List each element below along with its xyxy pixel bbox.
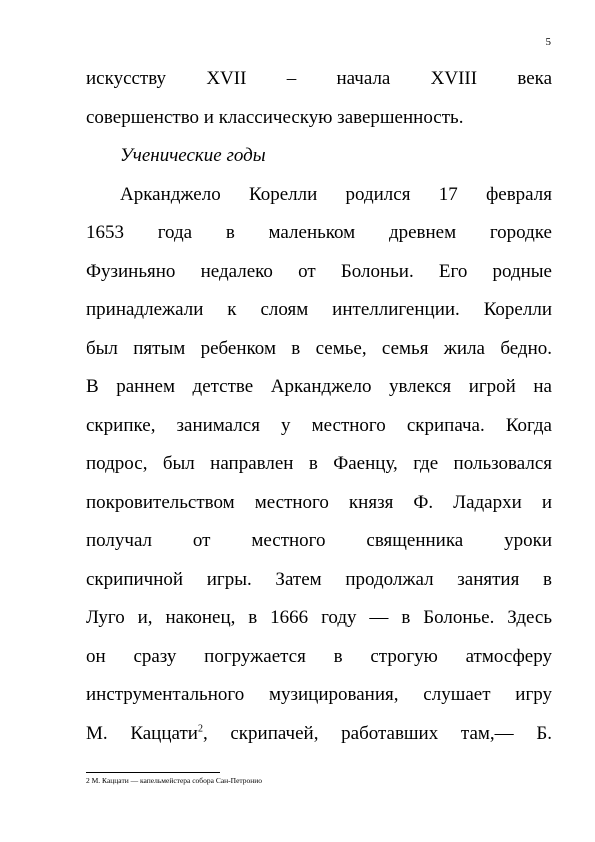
footnote-reference[interactable]: 2 bbox=[197, 723, 203, 735]
body-text bbox=[86, 60, 552, 753]
text-line: получал от местного священника уроки bbox=[86, 530, 552, 551]
text-line: Арканджело Корелли родился 17 февраля bbox=[120, 183, 552, 205]
text-line: Фузиньяно недалеко от Болоньи. Его родные bbox=[86, 260, 552, 282]
text-fragment: , скрипачей, работавших там,— Б. bbox=[202, 722, 552, 744]
text-line: был пятым ребенком в семье, семья жила бедно. bbox=[86, 337, 552, 359]
text-line: подрос, был направлен в Фаенцу, где пользовался bbox=[86, 453, 552, 474]
page-number: 5 bbox=[545, 36, 551, 48]
footnote: 2 М. Каццати — капельмейстера собора Сан-Петронио bbox=[86, 776, 263, 785]
text-line: скрипке, занимался у местного скрипача. Когда bbox=[86, 414, 552, 436]
text-line: принадлежали к слоям интеллигенции. Корелли bbox=[86, 299, 552, 320]
footnote-separator bbox=[86, 772, 220, 773]
text-line: совершенство и классическую завершенность. bbox=[86, 106, 464, 128]
text-line: скрипичной игры. Затем продолжал занятия в bbox=[86, 568, 552, 590]
section-heading: Ученические годы bbox=[120, 145, 266, 166]
text-line: инструментального музицирования, слушает игру bbox=[86, 684, 552, 705]
text-line: искусству XVII – начала XVIII века bbox=[86, 68, 552, 89]
text-line: он сразу погружается в строгую атмосферу bbox=[86, 645, 552, 667]
text-line: 1653 года в маленьком древнем городке bbox=[86, 222, 552, 243]
text-line: В раннем детстве Арканджело увлекся игрой на bbox=[86, 376, 552, 397]
text-line-with-footnote-ref bbox=[86, 715, 552, 754]
text-line: Луго и, наконец, в 1666 году — в Болонье. Здесь bbox=[86, 607, 552, 628]
text-fragment: М. Каццати bbox=[86, 722, 198, 744]
text-line: покровительством местного князя Ф. Ладархи и bbox=[86, 491, 552, 513]
